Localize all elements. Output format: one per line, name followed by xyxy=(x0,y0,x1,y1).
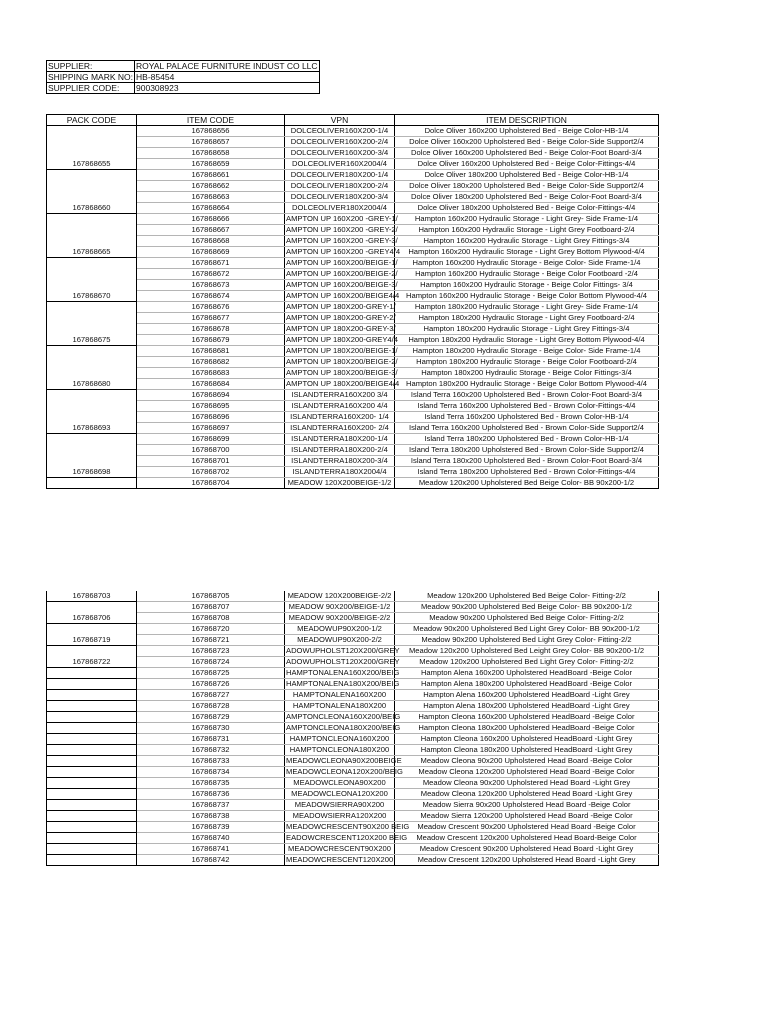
item-code-cell: 167868656 xyxy=(137,126,285,137)
pack-code-cell xyxy=(47,822,137,833)
vpn-cell: AMPTON UP 160X200/BEIGE-3/ xyxy=(286,280,398,289)
vpn-cell: MEADOWCRESCENT120X200 xyxy=(286,855,394,864)
vpn-cell: DOLCEOLIVER180X200-3/4 xyxy=(285,192,395,203)
item-code-cell: 167868661 xyxy=(137,170,285,181)
item-description-cell: Hampton Alena 180x200 Upholstered HeadBoard -Light Grey xyxy=(395,701,659,712)
vpn-cell: MEADOWCRESCENT90X200 BEIG xyxy=(286,822,410,831)
vpn-cell: MEADOWSIERRA90X200 xyxy=(285,800,395,811)
pack-code-cell xyxy=(47,800,137,811)
item-description-cell: Island Terra 160x200 Upholstered Bed - Brown Color-Side Support2/4 xyxy=(395,423,659,434)
pack-code-cell: 167868719 xyxy=(47,624,137,646)
item-description-cell: Hampton Alena 180x200 Upholstered HeadBoard -Beige Color xyxy=(395,679,659,690)
table-row xyxy=(47,335,659,346)
table-row xyxy=(47,236,659,247)
item-description-cell: Island Terra 180x200 Upholstered Bed - Brown Color-Fittings-4/4 xyxy=(395,467,659,478)
supplier-code-row xyxy=(47,83,320,94)
pack-code-cell: 167868665 xyxy=(47,214,137,258)
table-row xyxy=(47,379,659,390)
vpn-cell: MEADOWCLEONA90X200 xyxy=(285,778,395,789)
vpn-cell: DOLCEOLIVER180X200-2/4 xyxy=(285,181,395,192)
table-row xyxy=(47,181,659,192)
item-code-cell: 167868731 xyxy=(137,734,285,745)
table-row xyxy=(47,346,659,357)
pack-code-cell: 167868655 xyxy=(47,126,137,170)
item-description-cell: Hampton 160x200 Hydraulic Storage - Beige Color- Side Frame-1/4 xyxy=(395,258,659,269)
table-row xyxy=(47,745,659,756)
vpn-cell: HAMPTONALENA180X200 xyxy=(285,701,395,712)
pack-code-cell xyxy=(47,811,137,822)
table-row xyxy=(47,170,659,181)
item-code-cell: 167868678 xyxy=(137,324,285,335)
table-row xyxy=(47,368,659,379)
shipping-mark-row xyxy=(47,72,320,83)
item-code-cell: 167868669 xyxy=(137,247,285,258)
item-code-cell: 167868708 xyxy=(137,613,285,624)
item-description-cell: Hampton 160x200 Hydraulic Storage - Light Grey Fittings-3/4 xyxy=(395,236,659,247)
item-code-cell: 167868740 xyxy=(137,833,285,844)
item-code-cell: 167868695 xyxy=(137,401,285,412)
vpn-cell: AMPTONCLEONA160X200/BEIG xyxy=(286,712,401,721)
vpn-cell: MEADOWSIERRA120X200 xyxy=(285,811,395,822)
item-description-cell: Hampton 180x200 Hydraulic Storage - Light Grey Footboard-2/4 xyxy=(395,313,659,324)
vpn-cell: MEADOW 120X200BEIGE-1/2 xyxy=(285,478,395,489)
item-code-cell: 167868684 xyxy=(137,379,285,390)
item-description-cell: Hampton 180x200 Hydraulic Storage - Beige Color Fittings-3/4 xyxy=(395,368,659,379)
vpn-cell: AMPTON UP 180X200/BEIGE-2/ xyxy=(286,357,398,366)
vpn-cell: DOLCEOLIVER180X2004/4 xyxy=(285,203,395,214)
pack-code-cell xyxy=(47,844,137,855)
table-row xyxy=(47,800,659,811)
item-description-cell: Dolce Oliver 180x200 Upholstered Bed - Beige Color-Fittings-4/4 xyxy=(395,203,659,214)
item-description-cell: Island Terra 180x200 Upholstered Bed - Brown Color-Side Support2/4 xyxy=(395,445,659,456)
item-description-cell: Meadow 120x200 Upholstered Bed Leight Grey Color- BB 90x200-1/2 xyxy=(395,646,659,657)
table-row xyxy=(47,467,659,478)
vpn-cell: AMPTON UP 180X200/BEIGE4/4 xyxy=(286,379,400,388)
table-row xyxy=(47,712,659,723)
table-row xyxy=(47,646,659,657)
supplier-info-table xyxy=(46,60,320,94)
item-description-cell: Island Terra 160x200 Upholstered Bed - Brown Color-Foot Board-3/4 xyxy=(395,390,659,401)
vpn-cell: MEADOWUP90X200-2/2 xyxy=(285,635,395,646)
pack-code-cell xyxy=(47,778,137,789)
item-code-cell: 167868734 xyxy=(137,767,285,778)
item-code-cell: 167868739 xyxy=(137,822,285,833)
table-row xyxy=(47,690,659,701)
item-description-cell: Hampton Cleona 160x200 Upholstered HeadBoard -Beige Color xyxy=(395,712,659,723)
vpn-cell: DOLCEOLIVER160X200-1/4 xyxy=(285,126,395,137)
item-code-cell: 167868696 xyxy=(137,412,285,423)
table-row xyxy=(47,701,659,712)
vpn-cell: ISLANDTERRA160X200- 1/4 xyxy=(285,412,395,423)
item-code-cell: 167868673 xyxy=(137,280,285,291)
pack-code-cell: 167868680 xyxy=(47,346,137,390)
item-description-cell: Meadow Crescent 90x200 Upholstered Head Board -Beige Color xyxy=(395,822,659,833)
item-description-cell: Meadow Crescent 120x200 Upholstered Head Board-Beige Color xyxy=(395,833,659,844)
item-description-cell: Hampton Alena 160x200 Upholstered HeadBoard -Light Grey xyxy=(395,690,659,701)
item-description-cell: Meadow 90x200 Upholstered Bed Light Grey Color- Fitting-2/2 xyxy=(395,635,659,646)
table-row xyxy=(47,833,659,844)
vpn-cell: HAMPTONALENA180X200/BEIG xyxy=(286,679,400,688)
item-code-cell: 167868738 xyxy=(137,811,285,822)
item-description-cell: Dolce Oliver 180x200 Upholstered Bed - Beige Color-HB-1/4 xyxy=(395,170,659,181)
table-row xyxy=(47,357,659,368)
item-description-cell: Hampton 160x200 Hydraulic Storage - Light Grey Footboard-2/4 xyxy=(395,225,659,236)
item-code-cell: 167868741 xyxy=(137,844,285,855)
item-description-cell: Dolce Oliver 160x200 Upholstered Bed - Beige Color-HB-1/4 xyxy=(395,126,659,137)
table-row xyxy=(47,159,659,170)
item-code-cell: 167868671 xyxy=(137,258,285,269)
table-row xyxy=(47,445,659,456)
packing-table-part-1 xyxy=(46,114,659,489)
vpn-cell: AMPTON UP 180X200/BEIGE-1/ xyxy=(286,346,398,355)
vpn-cell: MEADOWCLEONA120X200/BEIG xyxy=(286,767,403,776)
vpn-cell: ISLANDTERRA160X200 3/4 xyxy=(285,390,395,401)
item-code-cell: 167868733 xyxy=(137,756,285,767)
vpn-cell: ISLANDTERRA180X200-2/4 xyxy=(285,445,395,456)
item-description-cell: Dolce Oliver 180x200 Upholstered Bed - Beige Color-Side Support2/4 xyxy=(395,181,659,192)
table-row xyxy=(47,822,659,833)
table-row xyxy=(47,280,659,291)
pack-code-cell xyxy=(47,745,137,756)
vpn-cell: MEADOWUP90X200-1/2 xyxy=(285,624,395,635)
item-code-cell: 167868701 xyxy=(137,456,285,467)
item-code-cell: 167868729 xyxy=(137,712,285,723)
item-code-cell: 167868704 xyxy=(137,478,285,489)
item-code-cell: 167868720 xyxy=(137,624,285,635)
item-description-cell: Hampton Cleona 180x200 Upholstered HeadBoard -Light Grey xyxy=(395,745,659,756)
pack-code-cell xyxy=(47,679,137,690)
vpn-cell: AMPTONCLEONA180X200/BEIG xyxy=(286,723,401,732)
supplier-row xyxy=(47,61,320,72)
table-row xyxy=(47,434,659,445)
vpn-cell: AMPTON UP 180X200-GREY-1/ xyxy=(286,302,396,311)
item-description-cell: Dolce Oliver 180x200 Upholstered Bed - Beige Color-Foot Board-3/4 xyxy=(395,192,659,203)
pack-code-cell xyxy=(47,701,137,712)
item-code-cell: 167868663 xyxy=(137,192,285,203)
item-code-cell: 167868730 xyxy=(137,723,285,734)
table-row xyxy=(47,148,659,159)
pack-code-cell xyxy=(47,767,137,778)
item-code-cell: 167868682 xyxy=(137,357,285,368)
item-code-cell: 167868657 xyxy=(137,137,285,148)
pack-code-cell xyxy=(47,833,137,844)
vpn-cell: AMPTON UP 160X200 -GREY-3/ xyxy=(286,236,398,245)
item-code-cell: 167868677 xyxy=(137,313,285,324)
vpn-cell: MEADOW 90X200/BEIGE-1/2 xyxy=(285,602,395,613)
pack-code-cell xyxy=(47,478,137,489)
table-row xyxy=(47,137,659,148)
table-row xyxy=(47,635,659,646)
item-code-cell: 167868725 xyxy=(137,668,285,679)
item-description-cell: Dolce Oliver 160x200 Upholstered Bed - Beige Color-Fittings-4/4 xyxy=(395,159,659,170)
item-description-cell: Meadow 90x200 Upholstered Bed Light Grey Color- BB 90x200-1/2 xyxy=(395,624,659,635)
item-description-cell: Meadow Cleona 90x200 Upholstered Head Board -Beige Color xyxy=(395,756,659,767)
vpn-cell: AMPTON UP 180X200-GREY-3/ xyxy=(286,324,396,333)
table-row xyxy=(47,811,659,822)
pack-code-cell xyxy=(47,855,137,866)
table-row xyxy=(47,423,659,434)
vpn-cell: EADOWCRESCENT120X200 BEIG xyxy=(286,833,408,842)
table-row xyxy=(47,302,659,313)
vpn-cell: AMPTON UP 180X200/BEIGE-3/ xyxy=(286,368,398,377)
vpn-cell: AMPTON UP 160X200/BEIGE-2/ xyxy=(286,269,398,278)
item-description-cell: Island Terra 180x200 Upholstered Bed - Brown Color-HB-1/4 xyxy=(395,434,659,445)
pack-code-cell: 167868675 xyxy=(47,302,137,346)
table-row xyxy=(47,844,659,855)
item-description-cell: Meadow Crescent 90x200 Upholstered Head Board -Light Grey xyxy=(395,844,659,855)
table-row xyxy=(47,767,659,778)
item-code-cell: 167868735 xyxy=(137,778,285,789)
pack-code-cell xyxy=(47,723,137,734)
item-code-cell: 167868658 xyxy=(137,148,285,159)
item-description-cell: Meadow Cleona 120x200 Upholstered Head Board -Beige Color xyxy=(395,767,659,778)
pack-code-cell: 167868670 xyxy=(47,258,137,302)
pack-code-cell: 167868660 xyxy=(47,170,137,214)
col-header-vpn: VPN xyxy=(285,115,395,126)
item-description-cell: Meadow Cleona 120x200 Upholstered Head Board -Light Grey xyxy=(395,789,659,800)
table-row xyxy=(47,478,659,489)
vpn-cell: DOLCEOLIVER160X200-3/4 xyxy=(285,148,395,159)
vpn-cell: HAMPTONCLEONA180X200 xyxy=(285,745,395,756)
table-row xyxy=(47,624,659,635)
vpn-cell: MEADOWCLEONA90X200BEIGE xyxy=(286,756,402,765)
item-code-cell: 167868726 xyxy=(137,679,285,690)
item-description-cell: Island Terra 180x200 Upholstered Bed - Brown Color-Foot Board-3/4 xyxy=(395,456,659,467)
table-row xyxy=(47,225,659,236)
item-code-cell: 167868705 xyxy=(137,591,285,602)
table-row xyxy=(47,269,659,280)
item-code-cell: 167868681 xyxy=(137,346,285,357)
table-row xyxy=(47,313,659,324)
shipping-mark-value: HB-85454 xyxy=(135,72,320,83)
item-description-cell: Meadow Sierra 90x200 Upholstered Head Board -Beige Color xyxy=(395,800,659,811)
item-code-cell: 167868707 xyxy=(137,602,285,613)
column-header-row xyxy=(47,115,659,126)
table-row xyxy=(47,324,659,335)
table-row xyxy=(47,668,659,679)
item-code-cell: 167868659 xyxy=(137,159,285,170)
vpn-cell: MEADOW 90X200/BEIGE-2/2 xyxy=(285,613,395,624)
vpn-cell: ISLANDTERRA180X200-1/4 xyxy=(285,434,395,445)
table-row xyxy=(47,258,659,269)
item-description-cell: Dolce Oliver 160x200 Upholstered Bed - Beige Color-Side Support2/4 xyxy=(395,137,659,148)
item-code-cell: 167868724 xyxy=(137,657,285,668)
pack-code-cell xyxy=(47,712,137,723)
item-description-cell: Meadow Crescent 120x200 Upholstered Head Board -Light Grey xyxy=(395,855,659,866)
supplier-code-label: SUPPLIER CODE: xyxy=(47,83,135,94)
item-description-cell: Meadow Cleona 90x200 Upholstered Head Board -Light Grey xyxy=(395,778,659,789)
vpn-cell: HAMPTONALENA160X200/BEIG xyxy=(286,668,400,677)
item-code-cell: 167868737 xyxy=(137,800,285,811)
table-row xyxy=(47,855,659,866)
item-description-cell: Hampton Cleona 180x200 Upholstered HeadBoard -Beige Color xyxy=(395,723,659,734)
vpn-cell: AMPTON UP 160X200 -GREY4/4 xyxy=(286,247,401,256)
table-row xyxy=(47,613,659,624)
col-header-pack-code: PACK CODE xyxy=(47,115,137,126)
item-code-cell: 167868723 xyxy=(137,646,285,657)
supplier-label: SUPPLIER: xyxy=(47,61,135,72)
item-code-cell: 167868702 xyxy=(137,467,285,478)
item-code-cell: 167868668 xyxy=(137,236,285,247)
pack-code-cell xyxy=(47,789,137,800)
vpn-cell: MEADOW 120X200BEIGE-2/2 xyxy=(285,591,395,602)
table-row xyxy=(47,291,659,302)
item-code-cell: 167868732 xyxy=(137,745,285,756)
supplier-code-value: 900308923 xyxy=(135,83,320,94)
table-row xyxy=(47,192,659,203)
item-description-cell: Hampton Cleona 160x200 Upholstered HeadBoard -Light Grey xyxy=(395,734,659,745)
supplier-value: ROYAL PALACE FURNITURE INDUST CO LLC xyxy=(136,61,318,71)
vpn-cell: AMPTON UP 180X200-GREY4/4 xyxy=(286,335,398,344)
table-row xyxy=(47,778,659,789)
pack-code-cell: 167868706 xyxy=(47,602,137,624)
vpn-cell: MEADOWCRESCENT90X200 xyxy=(285,844,395,855)
pack-code-cell: 167868722 xyxy=(47,646,137,668)
item-code-cell: 167868672 xyxy=(137,269,285,280)
pack-code-cell xyxy=(47,690,137,701)
item-code-cell: 167868694 xyxy=(137,390,285,401)
item-description-cell: Hampton 160x200 Hydraulic Storage - Beige Color Bottom Plywood-4/4 xyxy=(395,291,659,302)
vpn-cell: DOLCEOLIVER160X200-2/4 xyxy=(285,137,395,148)
item-code-cell: 167868664 xyxy=(137,203,285,214)
item-description-cell: Hampton 160x200 Hydraulic Storage - Light Grey- Side Frame-1/4 xyxy=(395,214,659,225)
table-row xyxy=(47,591,659,602)
shipping-mark-label: SHIPPING MARK NO: xyxy=(48,72,134,82)
item-code-cell: 167868728 xyxy=(137,701,285,712)
pack-code-cell: 167868703 xyxy=(47,591,137,602)
table-row xyxy=(47,756,659,767)
item-description-cell: Hampton 180x200 Hydraulic Storage - Beige Color Bottom Plywood-4/4 xyxy=(395,379,659,390)
vpn-cell: ISLANDTERRA160X200 4/4 xyxy=(285,401,395,412)
item-description-cell: Island Terra 160x200 Upholstered Bed - Brown Color-HB-1/4 xyxy=(395,412,659,423)
vpn-cell: ISLANDTERRA180X2004/4 xyxy=(285,467,395,478)
item-code-cell: 167868697 xyxy=(137,423,285,434)
table-row xyxy=(47,401,659,412)
table-row xyxy=(47,412,659,423)
vpn-cell: ADOWUPHOLST120X200/GREY xyxy=(286,657,400,666)
table-row xyxy=(47,203,659,214)
packing-table-part-2 xyxy=(46,591,659,866)
vpn-cell: AMPTON UP 160X200/BEIGE4/4 xyxy=(286,291,400,300)
item-description-cell: Hampton 180x200 Hydraulic Storage - Beige Color- Side Frame-1/4 xyxy=(395,346,659,357)
pack-code-cell: 167868693 xyxy=(47,390,137,434)
pack-code-cell xyxy=(47,734,137,745)
vpn-cell: DOLCEOLIVER180X200-1/4 xyxy=(285,170,395,181)
item-code-cell: 167868683 xyxy=(137,368,285,379)
item-code-cell: 167868742 xyxy=(137,855,285,866)
table-row xyxy=(47,214,659,225)
item-description-cell: Island Terra 160x200 Upholstered Bed - Brown Color-Fittings-4/4 xyxy=(395,401,659,412)
col-header-item-description: ITEM DESCRIPTION xyxy=(395,115,659,126)
vpn-cell: AMPTON UP 160X200 -GREY-1/ xyxy=(286,214,398,223)
item-description-cell: Hampton 160x200 Hydraulic Storage - Beige Color Footboard -2/4 xyxy=(395,269,659,280)
item-description-cell: Meadow 120x200 Upholstered Bed Beige Color- Fitting-2/2 xyxy=(395,591,659,602)
item-description-cell: Hampton 160x200 Hydraulic Storage - Beige Color Fittings- 3/4 xyxy=(395,280,659,291)
item-description-cell: Hampton 180x200 Hydraulic Storage - Light Grey Fittings-3/4 xyxy=(395,324,659,335)
pack-code-cell xyxy=(47,756,137,767)
vpn-cell: ISLANDTERRA160X200- 2/4 xyxy=(285,423,395,434)
table-row xyxy=(47,126,659,137)
item-code-cell: 167868721 xyxy=(137,635,285,646)
vpn-cell: AMPTON UP 160X200 -GREY-2/ xyxy=(286,225,398,234)
vpn-cell: AMPTON UP 160X200/BEIGE-1/ xyxy=(286,258,398,267)
vpn-cell: ADOWUPHOLST120X200/GREY xyxy=(286,646,400,655)
vpn-cell: MEADOWCLEONA120X200 xyxy=(285,789,395,800)
item-code-cell: 167868700 xyxy=(137,445,285,456)
item-code-cell: 167868667 xyxy=(137,225,285,236)
table-row xyxy=(47,657,659,668)
item-description-cell: Meadow Sierra 120x200 Upholstered Head Board -Beige Color xyxy=(395,811,659,822)
table-row xyxy=(47,734,659,745)
item-description-cell: Meadow 90x200 Upholstered Bed Beige Color- Fitting-2/2 xyxy=(395,613,659,624)
vpn-cell: HAMPTONCLEONA160X200 xyxy=(285,734,395,745)
item-code-cell: 167868662 xyxy=(137,181,285,192)
table-row xyxy=(47,789,659,800)
item-description-cell: Hampton 180x200 Hydraulic Storage - Light Grey Bottom Plywood-4/4 xyxy=(395,335,659,346)
item-code-cell: 167868679 xyxy=(137,335,285,346)
table-row xyxy=(47,456,659,467)
item-code-cell: 167868727 xyxy=(137,690,285,701)
item-description-cell: Hampton 180x200 Hydraulic Storage - Light Grey- Side Frame-1/4 xyxy=(395,302,659,313)
item-description-cell: Hampton Alena 160x200 Upholstered HeadBoard -Beige Color xyxy=(395,668,659,679)
item-description-cell: Meadow 90x200 Upholstered Bed Beige Color- BB 90x200-1/2 xyxy=(395,602,659,613)
vpn-cell: DOLCEOLIVER160X2004/4 xyxy=(285,159,395,170)
table-row xyxy=(47,679,659,690)
item-description-cell: Hampton 160x200 Hydraulic Storage - Light Grey Bottom Plywood-4/4 xyxy=(395,247,659,258)
pack-code-cell: 167868698 xyxy=(47,434,137,478)
item-code-cell: 167868736 xyxy=(137,789,285,800)
table-row xyxy=(47,390,659,401)
item-code-cell: 167868666 xyxy=(137,214,285,225)
item-description-cell: Hampton 180x200 Hydraulic Storage - Beige Color Footboard-2/4 xyxy=(395,357,659,368)
item-code-cell: 167868699 xyxy=(137,434,285,445)
item-description-cell: Meadow 120x200 Upholstered Bed Beige Color- BB 90x200-1/2 xyxy=(395,478,659,489)
item-description-cell: Meadow 120x200 Upholstered Bed Light Grey Color- Fitting-2/2 xyxy=(395,657,659,668)
vpn-cell: HAMPTONALENA160X200 xyxy=(285,690,395,701)
vpn-cell: ISLANDTERRA180X200-3/4 xyxy=(285,456,395,467)
table-row xyxy=(47,723,659,734)
table-row xyxy=(47,247,659,258)
pack-code-cell xyxy=(47,668,137,679)
item-code-cell: 167868676 xyxy=(137,302,285,313)
vpn-cell: AMPTON UP 180X200-GREY-2/ xyxy=(286,313,396,322)
table-row xyxy=(47,602,659,613)
item-code-cell: 167868674 xyxy=(137,291,285,302)
col-header-item-code: ITEM CODE xyxy=(137,115,285,126)
item-description-cell: Dolce Oliver 160x200 Upholstered Bed - Beige Color-Foot Board-3/4 xyxy=(395,148,659,159)
